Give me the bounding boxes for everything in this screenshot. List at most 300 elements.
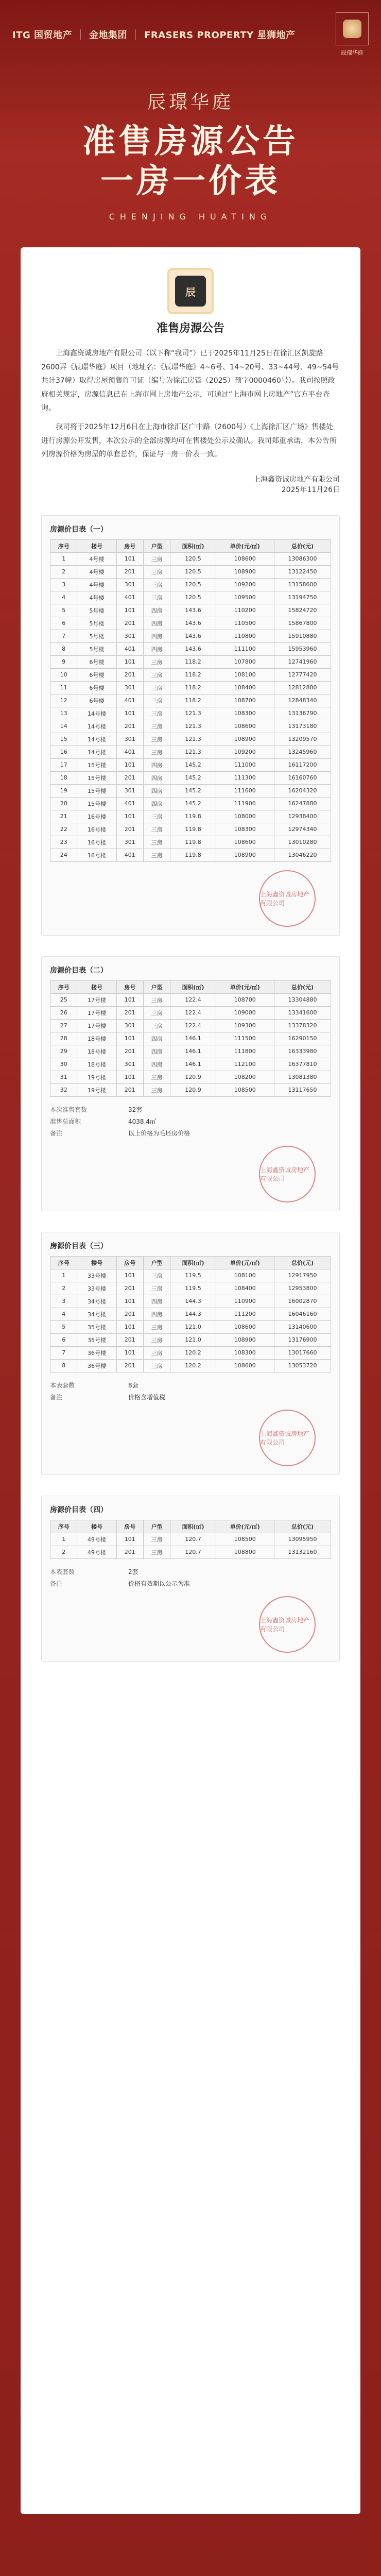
table-cell: 201 <box>116 1308 143 1320</box>
table-row <box>50 1359 331 1372</box>
table-row <box>50 1282 331 1295</box>
table-cell: 13122450 <box>274 565 331 578</box>
card-title: 准售房源公告 <box>156 322 224 335</box>
table-cell: 5号楼 <box>77 630 116 642</box>
table-cell: 15824720 <box>274 604 331 617</box>
table-cell: 7 <box>50 1346 77 1359</box>
table-cell: 16046160 <box>274 1308 331 1320</box>
table-row <box>50 617 331 630</box>
table-cell: 120.5 <box>170 552 216 565</box>
table-row <box>50 1333 331 1346</box>
table-cell: 14号楼 <box>77 720 116 733</box>
table-cell: 三房 <box>144 707 170 720</box>
table-cell: 121.3 <box>170 733 216 745</box>
table-header-cell: 面积(㎡) <box>170 539 216 552</box>
table-cell: 118.2 <box>170 681 216 694</box>
table-cell: 110200 <box>216 604 274 617</box>
table-cell: 三房 <box>144 1533 170 1546</box>
table-cell: 144.3 <box>170 1308 216 1320</box>
table-row <box>50 733 331 745</box>
table-cell: 101 <box>116 993 143 1006</box>
summary-row <box>50 1579 331 1588</box>
table-cell: 101 <box>116 758 143 771</box>
table-cell: 13158600 <box>274 578 331 591</box>
table-cell: 118.2 <box>170 655 216 668</box>
table-cell: 108300 <box>216 823 274 836</box>
summary-value: 8套 <box>128 1381 138 1389</box>
table-cell: 13194750 <box>274 591 331 604</box>
table-cell: 4号楼 <box>77 552 116 565</box>
table-cell: 401 <box>116 745 143 758</box>
table-cell: 122.4 <box>170 993 216 1006</box>
table-cell: 16160760 <box>274 771 331 784</box>
table-row <box>50 1546 331 1558</box>
brand-itg: ITG 国贸地产 <box>12 30 73 41</box>
table-cell: 16号楼 <box>77 810 116 823</box>
table-cell: 108500 <box>216 1083 274 1096</box>
table-cell: 120.9 <box>170 1071 216 1083</box>
table-cell: 15910880 <box>274 630 331 642</box>
table-cell: 401 <box>116 797 143 810</box>
summary-label: 本表套数 <box>50 1381 75 1389</box>
table-cell: 16117200 <box>274 758 331 771</box>
table-cell: 109000 <box>216 1006 274 1019</box>
signature-date: 2025年11月26日 <box>281 485 340 494</box>
table-header-cell: 楼号 <box>77 1256 116 1269</box>
table-header-cell: 总价(元) <box>274 1520 331 1533</box>
table-cell: 10 <box>50 668 77 681</box>
table-cell: 119.8 <box>170 836 216 849</box>
table-cell: 1 <box>50 1269 77 1282</box>
table-cell: 35号楼 <box>77 1320 116 1333</box>
table-cell: 4 <box>50 1308 77 1320</box>
table-cell: 109200 <box>216 578 274 591</box>
table-cell: 201 <box>116 565 143 578</box>
table-header-cell: 户型 <box>144 1256 170 1269</box>
table-cell: 13017660 <box>274 1346 331 1359</box>
summary-row <box>50 1381 331 1389</box>
company-seal: 上海鑫资诚房地产有限公司 <box>259 1146 316 1202</box>
announcement-text <box>41 347 340 462</box>
title-area <box>0 88 381 222</box>
table-cell: 16号楼 <box>77 849 116 861</box>
table-row <box>50 784 331 797</box>
table-cell: 16247880 <box>274 797 331 810</box>
table-cell: 121.0 <box>170 1333 216 1346</box>
table-cell: 35号楼 <box>77 1333 116 1346</box>
table-cell: 14 <box>50 720 77 733</box>
table-cell: 6 <box>50 1333 77 1346</box>
price-documents <box>41 515 340 1662</box>
document-summary <box>50 1567 331 1588</box>
table-cell: 111500 <box>216 1032 274 1045</box>
table-header-row <box>50 980 331 993</box>
table-row <box>50 1006 331 1019</box>
table-cell: 29 <box>50 1045 77 1058</box>
table-cell: 108900 <box>216 1333 274 1346</box>
table-cell: 28 <box>50 1032 77 1045</box>
table-cell: 18号楼 <box>77 1045 116 1058</box>
table-cell: 12938400 <box>274 810 331 823</box>
table-cell: 107800 <box>216 655 274 668</box>
table-cell: 101 <box>116 1071 143 1083</box>
table-cell: 3 <box>50 578 77 591</box>
table-cell: 17 <box>50 758 77 771</box>
table-cell: 108600 <box>216 720 274 733</box>
summary-value: 2套 <box>128 1568 138 1575</box>
document-title: 房源价目表（二） <box>50 966 108 975</box>
table-cell: 三房 <box>144 720 170 733</box>
table-header-cell: 房号 <box>116 980 143 993</box>
table-cell: 13378320 <box>274 1019 331 1032</box>
table-cell: 101 <box>116 1269 143 1282</box>
table-header-cell: 序号 <box>50 1256 77 1269</box>
table-cell: 146.1 <box>170 1045 216 1058</box>
table-cell: 13173180 <box>274 720 331 733</box>
price-document <box>41 1232 340 1475</box>
table-row <box>50 552 331 565</box>
company-seal: 上海鑫资诚房地产有限公司 <box>259 1596 316 1653</box>
table-cell: 四房 <box>144 1045 170 1058</box>
table-cell: 145.2 <box>170 797 216 810</box>
table-cell: 401 <box>116 591 143 604</box>
table-cell: 8 <box>50 642 77 655</box>
table-cell: 108900 <box>216 849 274 861</box>
table-header-cell: 序号 <box>50 1520 77 1533</box>
signature-company: 上海鑫资诚房地产有限公司 <box>253 475 340 484</box>
table-cell: 30 <box>50 1058 77 1071</box>
summary-label: 备注 <box>50 1580 63 1587</box>
table-cell: 120.5 <box>170 565 216 578</box>
table-header-row <box>50 539 331 552</box>
signature <box>41 474 340 495</box>
price-document <box>41 956 340 1211</box>
table-row <box>50 1533 331 1546</box>
table-cell: 4号楼 <box>77 591 116 604</box>
table-cell: 118.2 <box>170 668 216 681</box>
summary-value: 4038.4㎡ <box>128 1117 156 1125</box>
summary-row <box>50 1117 331 1126</box>
table-cell: 108900 <box>216 733 274 745</box>
table-cell: 31 <box>50 1071 77 1083</box>
table-cell: 143.6 <box>170 617 216 630</box>
table-cell: 11 <box>50 681 77 694</box>
table-cell: 401 <box>116 694 143 707</box>
summary-label: 备注 <box>50 1129 63 1137</box>
table-row <box>50 578 331 591</box>
table-cell: 401 <box>116 849 143 861</box>
table-cell: 201 <box>116 1359 143 1372</box>
table-header-cell: 面积(㎡) <box>170 1256 216 1269</box>
company-seal: 上海鑫资诚房地产有限公司 <box>259 870 316 927</box>
table-cell: 119.5 <box>170 1269 216 1282</box>
document-summary <box>50 1381 331 1401</box>
table-cell: 301 <box>116 681 143 694</box>
table-cell: 15号楼 <box>77 784 116 797</box>
table-header-cell: 楼号 <box>77 1520 116 1533</box>
table-cell: 4号楼 <box>77 578 116 591</box>
table-cell: 108200 <box>216 1071 274 1083</box>
table-cell: 101 <box>116 655 143 668</box>
table-header-row <box>50 1520 331 1533</box>
table-cell: 7 <box>50 630 77 642</box>
table-cell: 201 <box>116 1546 143 1558</box>
table-header-cell: 楼号 <box>77 539 116 552</box>
table-cell: 13010280 <box>274 836 331 849</box>
summary-label: 本次准售套数 <box>50 1106 88 1113</box>
table-cell: 110500 <box>216 617 274 630</box>
table-cell: 144.3 <box>170 1295 216 1308</box>
table-header-cell: 单价(元/㎡) <box>216 980 274 993</box>
brand-gemdale: 金地集团 <box>89 30 128 41</box>
table-cell: 25 <box>50 993 77 1006</box>
table-cell: 49号楼 <box>77 1533 116 1546</box>
summary-value: 价格含增值税 <box>128 1393 166 1401</box>
table-row <box>50 745 331 758</box>
table-header-cell: 单价(元/㎡) <box>216 539 274 552</box>
table-cell: 15867800 <box>274 617 331 630</box>
table-cell: 23 <box>50 836 77 849</box>
price-document <box>41 1496 340 1662</box>
table-cell: 101 <box>116 810 143 823</box>
table-row <box>50 1045 331 1058</box>
table-header-cell: 总价(元) <box>274 980 331 993</box>
table-cell: 14号楼 <box>77 733 116 745</box>
summary-label: 备注 <box>50 1393 63 1401</box>
header <box>0 0 381 237</box>
table-cell: 12848340 <box>274 694 331 707</box>
summary-row <box>50 1567 331 1576</box>
table-cell: 108400 <box>216 1282 274 1295</box>
table-cell: 111300 <box>216 771 274 784</box>
table-header-cell: 房号 <box>116 1256 143 1269</box>
table-cell: 33号楼 <box>77 1282 116 1295</box>
table-cell: 13341600 <box>274 1006 331 1019</box>
table-cell: 21 <box>50 810 77 823</box>
table-header-cell: 面积(㎡) <box>170 1520 216 1533</box>
table-cell: 三房 <box>144 993 170 1006</box>
table-header-cell: 单价(元/㎡) <box>216 1520 274 1533</box>
table-cell: 13086300 <box>274 552 331 565</box>
table-cell: 108400 <box>216 681 274 694</box>
table-cell: 101 <box>116 1346 143 1359</box>
table-cell: 16377810 <box>274 1058 331 1071</box>
table-cell: 101 <box>116 604 143 617</box>
table-header-row <box>50 1256 331 1269</box>
table-cell: 13046220 <box>274 849 331 861</box>
document-title: 房源价目表（三） <box>50 1242 108 1250</box>
table-cell: 13132160 <box>274 1546 331 1558</box>
table-cell: 111200 <box>216 1308 274 1320</box>
table-cell: 49号楼 <box>77 1546 116 1558</box>
table-cell: 101 <box>116 1320 143 1333</box>
table-cell: 112100 <box>216 1058 274 1071</box>
summary-value: 32套 <box>128 1106 143 1113</box>
table-cell: 143.6 <box>170 642 216 655</box>
table-cell: 三房 <box>144 836 170 849</box>
table-cell: 3 <box>50 1295 77 1308</box>
table-cell: 19号楼 <box>77 1071 116 1083</box>
table-cell: 401 <box>116 642 143 655</box>
table-cell: 三房 <box>144 668 170 681</box>
table-cell: 108700 <box>216 694 274 707</box>
table-cell: 12953800 <box>274 1282 331 1295</box>
table-cell: 119.8 <box>170 823 216 836</box>
table-cell: 301 <box>116 1019 143 1032</box>
main-title <box>0 122 381 201</box>
table-cell: 110800 <box>216 630 274 642</box>
table-cell: 5 <box>50 1320 77 1333</box>
table-cell: 111100 <box>216 642 274 655</box>
table-cell: 201 <box>116 771 143 784</box>
table-cell: 145.2 <box>170 758 216 771</box>
logo-row <box>12 12 369 57</box>
table-row <box>50 707 331 720</box>
table-cell: 34号楼 <box>77 1295 116 1308</box>
table-header-cell: 序号 <box>50 980 77 993</box>
table-cell: 5号楼 <box>77 617 116 630</box>
table-row <box>50 1320 331 1333</box>
table-cell: 四房 <box>144 617 170 630</box>
table-cell: 9 <box>50 655 77 668</box>
table-cell: 24 <box>50 849 77 861</box>
table-cell: 201 <box>116 823 143 836</box>
table-cell: 三房 <box>144 1359 170 1372</box>
table-cell: 36号楼 <box>77 1359 116 1372</box>
project-name: 辰璟华庭 <box>147 92 234 113</box>
table-cell: 118.2 <box>170 694 216 707</box>
table-cell: 17号楼 <box>77 1006 116 1019</box>
table-row <box>50 630 331 642</box>
company-seal: 上海鑫资诚房地产有限公司 <box>259 1410 316 1466</box>
table-row <box>50 604 331 617</box>
table-cell: 三房 <box>144 733 170 745</box>
table-cell: 301 <box>116 578 143 591</box>
table-cell: 143.6 <box>170 604 216 617</box>
table-cell: 6号楼 <box>77 668 116 681</box>
table-cell: 6号楼 <box>77 655 116 668</box>
table-cell: 201 <box>116 668 143 681</box>
document-title: 房源价目表（一） <box>50 525 108 534</box>
price-table <box>50 1520 331 1559</box>
table-cell: 三房 <box>144 1019 170 1032</box>
table-cell: 13245960 <box>274 745 331 758</box>
table-cell: 1 <box>50 1533 77 1546</box>
table-cell: 2 <box>50 1546 77 1558</box>
table-cell: 108600 <box>216 1320 274 1333</box>
table-cell: 122.4 <box>170 1019 216 1032</box>
table-cell: 14号楼 <box>77 745 116 758</box>
emblem-caption: 辰璟华庭 <box>341 49 363 56</box>
table-cell: 16002870 <box>274 1295 331 1308</box>
table-cell: 108600 <box>216 1359 274 1372</box>
table-cell: 四房 <box>144 642 170 655</box>
table-cell: 201 <box>116 1282 143 1295</box>
summary-label: 本表套数 <box>50 1568 75 1575</box>
table-row <box>50 1032 331 1045</box>
table-row <box>50 1295 331 1308</box>
table-cell: 三房 <box>144 1346 170 1359</box>
table-cell: 四房 <box>144 604 170 617</box>
table-header-cell: 面积(㎡) <box>170 980 216 993</box>
table-header-cell: 户型 <box>144 1520 170 1533</box>
table-cell: 三房 <box>144 823 170 836</box>
table-cell: 201 <box>116 1083 143 1096</box>
table-cell: 22 <box>50 823 77 836</box>
table-cell: 13 <box>50 707 77 720</box>
divider <box>80 29 81 40</box>
table-cell: 13136790 <box>274 707 331 720</box>
table-cell: 143.6 <box>170 630 216 642</box>
table-row <box>50 797 331 810</box>
table-cell: 四房 <box>144 797 170 810</box>
table-cell: 119.5 <box>170 1282 216 1295</box>
summary-label: 准售总面积 <box>50 1117 81 1125</box>
table-cell: 301 <box>116 733 143 745</box>
table-cell: 13209570 <box>274 733 331 745</box>
table-cell: 四房 <box>144 1308 170 1320</box>
ornament <box>167 268 214 314</box>
table-row <box>50 1308 331 1320</box>
table-cell: 33号楼 <box>77 1269 116 1282</box>
table-row <box>50 1071 331 1083</box>
table-cell: 108000 <box>216 810 274 823</box>
brand-frasers: FRASERS PROPERTY 星狮地产 <box>144 30 296 41</box>
announcement-card <box>21 247 360 2514</box>
table-cell: 三房 <box>144 1269 170 1282</box>
table-cell: 四房 <box>144 1032 170 1045</box>
table-cell: 121.3 <box>170 745 216 758</box>
table-cell: 120.9 <box>170 1083 216 1096</box>
table-cell: 12777420 <box>274 668 331 681</box>
table-cell: 301 <box>116 630 143 642</box>
table-cell: 120.2 <box>170 1359 216 1372</box>
table-cell: 2 <box>50 565 77 578</box>
table-cell: 三房 <box>144 1320 170 1333</box>
brand-logos <box>12 28 295 41</box>
table-cell: 120.7 <box>170 1533 216 1546</box>
table-cell: 12974340 <box>274 823 331 836</box>
table-header-cell: 房号 <box>116 539 143 552</box>
table-cell: 36号楼 <box>77 1346 116 1359</box>
table-cell: 120.5 <box>170 591 216 604</box>
table-cell: 301 <box>116 836 143 849</box>
table-cell: 6号楼 <box>77 681 116 694</box>
table-cell: 三房 <box>144 565 170 578</box>
table-row <box>50 1269 331 1282</box>
table-cell: 三房 <box>144 694 170 707</box>
table-header-cell: 楼号 <box>77 980 116 993</box>
table-header-cell: 总价(元) <box>274 539 331 552</box>
table-cell: 101 <box>116 1533 143 1546</box>
table-cell: 20 <box>50 797 77 810</box>
table-cell: 12917950 <box>274 1269 331 1282</box>
summary-row <box>50 1105 331 1114</box>
table-cell: 5 <box>50 604 77 617</box>
table-cell: 三房 <box>144 1282 170 1295</box>
table-row <box>50 836 331 849</box>
table-cell: 18号楼 <box>77 1058 116 1071</box>
summary-row <box>50 1129 331 1138</box>
table-cell: 三房 <box>144 849 170 861</box>
table-row <box>50 591 331 604</box>
table-cell: 四房 <box>144 1058 170 1071</box>
table-row <box>50 1058 331 1071</box>
table-cell: 18 <box>50 771 77 784</box>
table-cell: 119.8 <box>170 810 216 823</box>
table-cell: 111900 <box>216 797 274 810</box>
table-cell: 122.4 <box>170 1006 216 1019</box>
